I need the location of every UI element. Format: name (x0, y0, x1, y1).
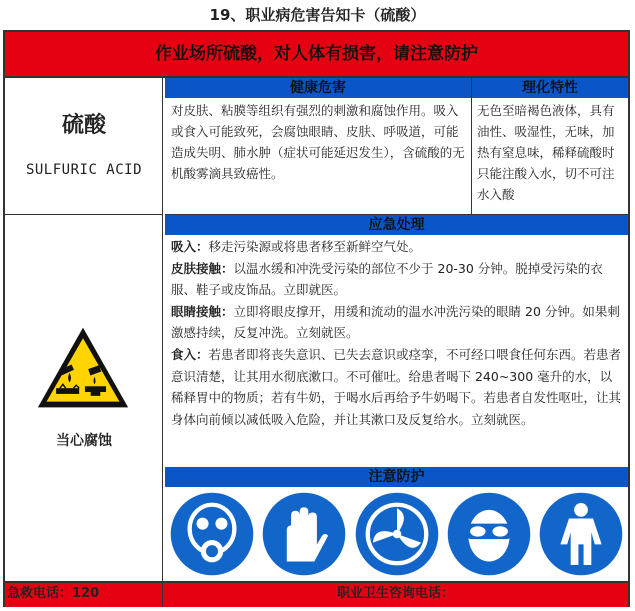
emergency-item-ingestion (171, 344, 622, 430)
safety-goggles-icon (446, 491, 532, 577)
emergency-item-eyes (171, 301, 622, 344)
protective-gloves-icon (261, 491, 347, 577)
warning-banner: 作业场所硫酸，对人体有损害，请注意防护 (5, 32, 628, 78)
health-hazard-text: 对皮肤、粘膜等组织有强烈的刺激和腐蚀作用。吸入或食入可能致死，会腐蚀眼睛、皮肤、呼吸道，可能造成失明、肺水肿（症状可能延迟发生），含硫酸的无机酸雾滴具致癌性。 (165, 98, 472, 215)
ventilation-fan-icon (354, 491, 440, 577)
emergency-item-inhalation (171, 236, 622, 258)
warning-sign-cell (5, 215, 163, 581)
emergency-item-label: 食入： (171, 346, 209, 362)
emergency-item-skin (171, 258, 622, 301)
emergency-item-text: 以温水缓和冲洗受污染的部位不少于 20-30 分钟。脱掉受污染的衣服、鞋子或皮饰品。立即就医。 (171, 260, 603, 298)
gas-mask-icon (169, 491, 255, 577)
health-hazard-heading: 健康危害 (165, 78, 472, 98)
page-title: 19、职业病危害告知卡（硫酸） (209, 6, 426, 24)
substance-english-name: SULFURIC ACID (25, 162, 143, 178)
protective-suit-icon (538, 491, 624, 577)
substance-name-cell (5, 78, 163, 215)
hazard-notice-card (3, 30, 630, 607)
emergency-item-text: 若患者即将丧失意识、已失去意识或痉挛，不可经口喂食任何东西。若患者意识清楚，让其用水彻底漱口。不可催吐。给患者喝下 240~300 毫升的水，以稀释胃中的物质；若有牛奶，于喝水后再给予牛奶喝下。若患者自发性呕吐，让其身体向前倾以减低吸入危险，并让其漱口及反复给水。立刻就医。 (171, 346, 622, 427)
emergency-item-label: 皮肤接触： (171, 260, 234, 276)
emergency-item-text: 移走污染源或将患者移至新鲜空气处。 (208, 239, 422, 254)
protection-heading: 注意防护 (165, 467, 628, 487)
emergency-phone: 急救电话：120 (5, 583, 163, 607)
corrosion-warning-icon (35, 323, 131, 413)
physchem-heading: 理化特性 (472, 78, 628, 98)
footer-bar (5, 581, 628, 607)
substance-chinese-name: 硫酸 (61, 112, 106, 138)
warning-label: 当心腐蚀 (56, 433, 112, 449)
emergency-item-label: 吸入： (171, 239, 209, 254)
emergency-instructions (165, 235, 628, 467)
emergency-item-label: 眼睛接触： (171, 303, 234, 319)
emergency-item-text: 立即将眼皮撑开，用缓和流动的温水冲洗污染的眼睛 20 分钟。如果刺激感持续，反复冲洗。立刻就医。 (171, 303, 620, 341)
physchem-text: 无色至暗褐色液体，具有油性、吸湿性，无味，加热有窒息味，稀释硫酸时只能注酸入水，切不可注水入酸 (472, 98, 628, 215)
emergency-heading: 应急处理 (165, 215, 628, 235)
ppe-icons-row (165, 487, 628, 581)
consult-phone: 职业卫生咨询电话： (336, 586, 454, 601)
